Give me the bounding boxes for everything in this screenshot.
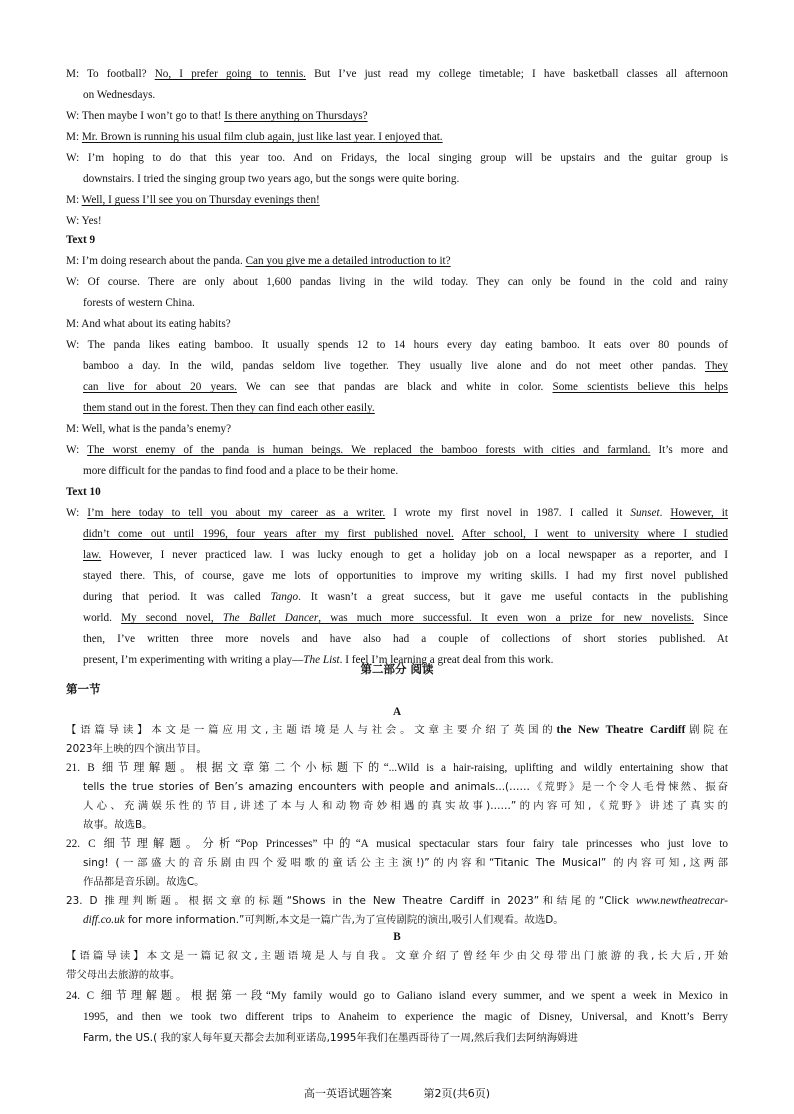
answer-line: 2023年上映的四个演出节目。	[66, 743, 207, 755]
dialogue-line: M: Well, what is the panda’s enemy?	[66, 423, 232, 435]
dialogue-line: M: I’m doing research about the panda. Can you give me a detailed introduction to it?	[66, 255, 451, 267]
passage-a-label: A	[392, 706, 402, 718]
answer-line: 故事。故选B。	[83, 819, 153, 831]
page-footer	[0, 1085, 794, 1101]
monologue-line: law. However, I never practiced law. I was lucky enough to get a holiday job on a local newspaper as a reporter, and I	[83, 549, 728, 561]
answer-line: 1995, and then we took two different trips to Anaheim to experience the magic of Disney, Universal, and Knott’s Berry	[83, 1011, 728, 1023]
monologue-line: during that period. It was called Tango. It wasn’t a great success, but it gave me useful contacts in the publishing	[83, 591, 728, 603]
dialogue-line: W: Then maybe I won’t go to that! Is there anything on Thursdays?	[66, 110, 368, 122]
passage-b-label: B	[393, 931, 401, 943]
answer-line: 24. C 细节理解题。根据第一段“My family would go to Galiano island every summer, and we spent a week in Mexico in	[66, 990, 728, 1002]
section-title: 第一节	[66, 682, 101, 696]
dialogue-line: more difficult for the pandas to find food and a place to be their home.	[83, 465, 399, 477]
dialogue-line: forests of western China.	[83, 297, 195, 309]
dialogue-line: them stand out in the forest. Then they can find each other easily.	[83, 402, 375, 414]
dialogue-line: bamboo a day. In the wild, pandas seldom live together. They usually live alone and do not meet other pandas. They	[83, 360, 728, 372]
dialogue-line: downstairs. I tried the singing group two years ago, but the songs were quite boring.	[83, 173, 460, 185]
answer-line: sing! (一部盛大的音乐剧由四个爱唱歌的童话公主主演!)”的内容和“Titanic The Musical” 的内容可知,这两部	[83, 857, 728, 869]
answer-line: tells the true stories of Ben’s amazing encounters with people and animals...(……《荒野》是一个令人毛骨悚然、振奋	[83, 781, 728, 793]
answer-line: 23. D 推理判断题。根据文章的标题“Shows in the New Theatre Cardiff in 2023”和结尾的“Click www.newtheatrecar-	[66, 895, 728, 907]
monologue-line: W: I’m here today to tell you about my career as a writer. I wrote my first novel in 1987. I called it Sunset. However, it	[66, 507, 728, 519]
dialogue-line: W: The panda likes eating bamboo. It usually spends 12 to 14 hours every day eating bamboo. It eats over 80 pounds of	[66, 339, 728, 351]
answer-line: Farm, the US.( 我的家人每年夏天都会去加利亚诺岛,1995年我们在墨西哥待了一周,然后我们去阿纳海姆进	[83, 1032, 578, 1044]
monologue-line: didn’t come out until 1996, four years after my first published novel. After school, I went to university where I studied	[83, 528, 728, 540]
answer-line: 21. B 细节理解题。根据文章第二个小标题下的“...Wild is a hair-raising, uplifting and wildly entertaining show that	[66, 762, 728, 774]
answer-line: 【语篇导读】本文是一篇应用文,主题语境是人与社会。文章主要介绍了英国的the New Theatre Cardiff剧院在	[66, 724, 728, 736]
dialogue-line: on Wednesdays.	[83, 89, 156, 101]
dialogue-line: W: Yes!	[66, 215, 102, 227]
dialogue-line: W: Of course. There are only about 1,600 pandas living in the wild today. They can only be found in the cold and rainy	[66, 276, 728, 288]
dialogue-line: can live for about 20 years. We can see that pandas are black and white in color. Some scientists believe this helps	[83, 381, 728, 393]
text10-title: Text 10	[66, 486, 101, 498]
answer-line: diff.co.uk for more information.”可判断,本文是一篇广告,为了宣传剧院的演出,吸引人们观看。故选D。	[83, 914, 564, 926]
answer-line: 带父母出去旅游的故事。	[66, 969, 181, 981]
dialogue-line: M: Mr. Brown is running his usual film club again, just like last year. I enjoyed that.	[66, 131, 443, 143]
footer-page-number: 第2页(共6页)	[423, 1087, 491, 1100]
answer-line: 作品都是音乐剧。故选C。	[83, 876, 205, 888]
answer-line: 人心、充满娱乐性的节目,讲述了本与人和动物奇妙相遇的真实故事)……”的内容可知,《荒野》讲述了真实的	[83, 800, 728, 812]
part-title: 第二部分 阅读	[360, 662, 434, 676]
answer-line: 【语篇导读】本文是一篇记叙文,主题语境是人与自我。文章介绍了曾经年少由父母带出门旅游的我,长大后,开始	[66, 950, 728, 962]
answer-line: 22. C 细节理解题。分析“Pop Princesses”中的“A musical spectacular stars four fairy tale princesses who just love to	[66, 838, 728, 850]
dialogue-line: W: I’m hoping to do that this year too. And on Fridays, the local singing group will be upstairs and the guitar group is	[66, 152, 728, 164]
monologue-line: stayed there. This, of course, gave me lots of opportunities to improve my writing skills. I had my first novel published	[83, 570, 728, 582]
monologue-line: present, I’m experimenting with writing a play—The List. I feel I’m learning a great deal from this work.	[83, 654, 554, 666]
footer-subject: 高一英语试题答案	[303, 1087, 392, 1100]
monologue-line: then, I’ve written three more novels and have also had a couple of collections of short stories published. At	[83, 633, 728, 645]
dialogue-line: W: The worst enemy of the panda is human beings. We replaced the bamboo forests with cities and farmland. It’s more and	[66, 444, 728, 456]
dialogue-line: M: Well, I guess I’ll see you on Thursday evenings then!	[66, 194, 320, 206]
dialogue-line: M: To football? No, I prefer going to tennis. But I’ve just read my college timetable; I have basketball classes all afternoon	[66, 68, 729, 80]
dialogue-line: M: And what about its eating habits?	[66, 318, 231, 330]
monologue-line: world. My second novel, The Ballet Dancer, was much more successful. It even won a prize for new novelists. Since	[83, 612, 728, 624]
text9-title: Text 9	[66, 234, 96, 246]
